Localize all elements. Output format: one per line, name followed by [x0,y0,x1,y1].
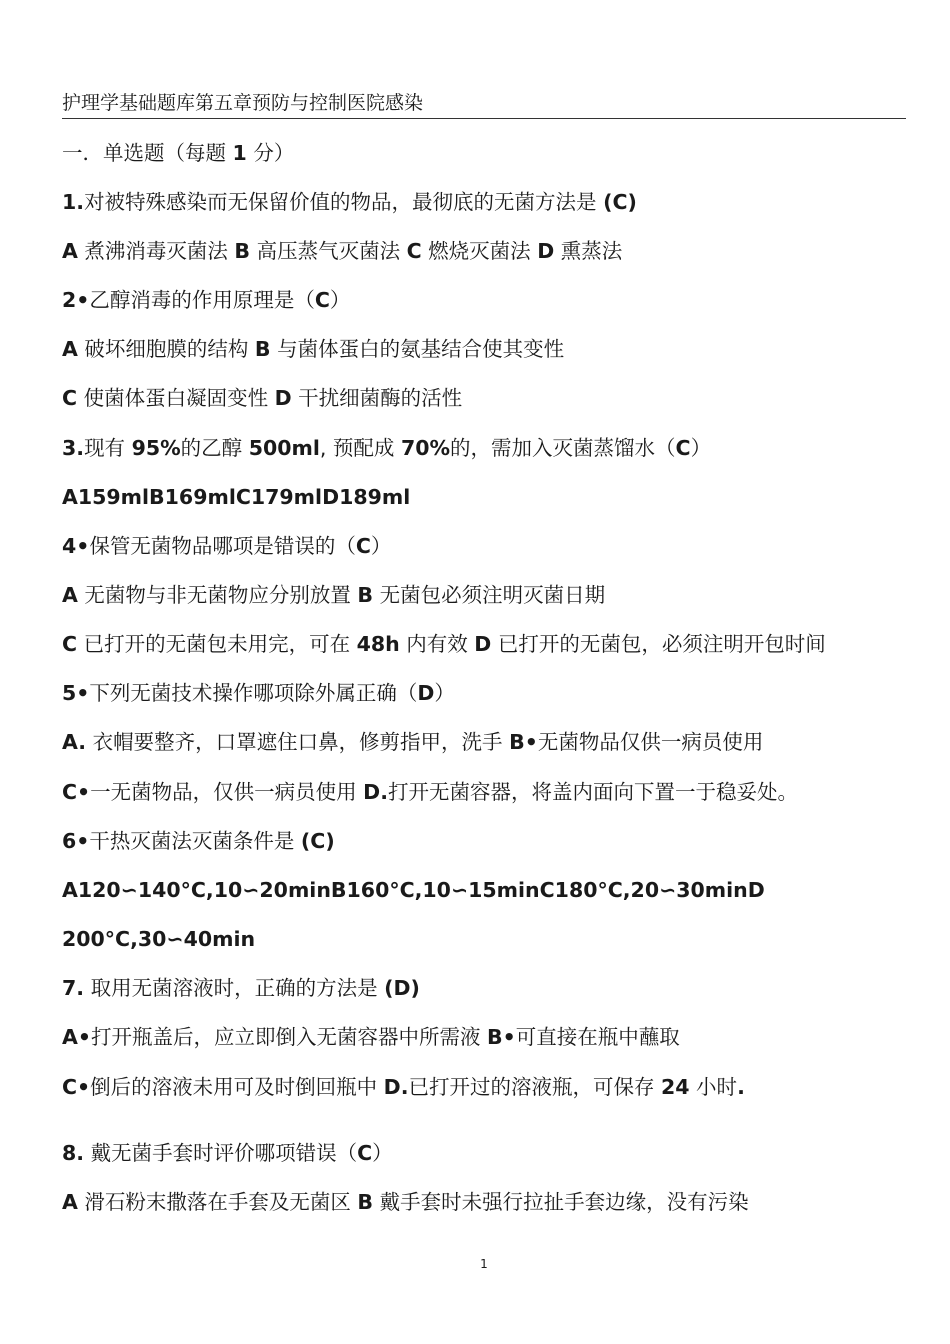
text-run: 已打开的无菌包，必须注明开包时间 [491,632,826,656]
text-run: (C) [603,190,637,214]
text-run: 打开无菌容器，将盖内面向下置一于稳妥处。 [387,780,798,804]
text-line [62,482,410,512]
text-run: B [357,583,374,607]
text-run: B [254,337,271,361]
text-run: ） [434,681,455,705]
text-run: ） [370,534,392,558]
text-run: B [357,1190,374,1214]
text-run: D. [363,780,388,804]
text-run: ） [690,436,712,460]
text-run: 7. [62,976,85,1000]
text-run: 内有效 [399,632,475,656]
text-run: A• [62,1025,91,1049]
text-run: 无菌物与非无菌物应分别放置 [77,583,358,607]
text-run: 3. [62,436,85,460]
text-run: 已打开的无菌包未用完，可在 [77,632,357,656]
text-run: 乙醇消毒的作用原理是（ [89,288,315,312]
text-run: 燃烧灭菌法 [421,239,538,263]
text-line [62,334,564,364]
text-line [62,236,622,266]
text-run: C [62,632,78,656]
text-line [62,1187,749,1217]
text-line [62,678,455,708]
text-run: 无菌物品仅供一病员使用 [537,730,764,754]
text-run: C [675,436,691,460]
text-run: 使菌体蛋白凝固变性 [77,386,275,410]
text-run: 打开瓶盖后，应立即倒入无菌容器中所需液 [90,1025,487,1049]
text-run: C [357,1141,373,1165]
text-run: 衣帽要整齐，口罩遮住口鼻，修剪指甲，洗手 [86,730,510,754]
text-line [62,727,763,757]
text-run: C• [62,780,91,804]
text-line [62,531,391,561]
text-run: 一无菌物品，仅供一病员使用 [90,780,364,804]
text-run: A. [62,730,87,754]
text-run: 48h [356,632,400,656]
text-run: C [355,534,371,558]
text-run: 干热灭菌法灭菌条件是 [89,829,301,853]
text-run: 下列无菌技术操作哪项除外属正确（ [89,681,418,705]
text-run: D. [383,1075,409,1099]
text-line [62,138,294,168]
text-line [62,777,798,807]
text-run: A159mlB169mlC179mlD189ml [62,485,411,509]
text-run: 24 [661,1075,690,1099]
text-run: 煮沸消毒灭菌法 [77,239,235,263]
text-line [62,1072,745,1102]
text-line [62,1138,393,1168]
text-run: 1 [232,141,247,165]
text-run: C• [62,1075,91,1099]
text-run: ） [372,1141,393,1165]
page-title: 护理学基础题库第五章预防与控制医院感染 [62,90,906,119]
text-run: 戴无菌手套时评价哪项错误（ [84,1141,358,1165]
text-run: 6• [62,829,90,853]
text-run: 2• [62,288,90,312]
text-run: B [234,239,251,263]
text-run: 5• [62,681,90,705]
text-run: 倒后的溶液未用可及时倒回瓶中 [90,1075,384,1099]
text-line [62,433,711,463]
text-line [62,285,350,315]
text-run: A120∽140°C,10∽20minB160°C,10∽15minC180°C,20∽30minD [62,878,765,902]
text-run: A [62,1190,78,1214]
text-run: 小时 [689,1075,738,1099]
text-line [62,973,420,1003]
text-run: C [314,288,330,312]
text-run: . [737,1075,745,1099]
text-line [62,924,255,954]
text-run: 8. [62,1141,85,1165]
text-run: 无菌包必须注明灭菌日期 [373,583,606,607]
text-run: (C) [300,829,335,853]
text-run: A [62,583,78,607]
text-run: , 预配成 [319,436,401,460]
text-run: 1. [62,190,85,214]
text-run: 95% [131,436,181,460]
text-run: 可直接在瓶中蘸取 [515,1025,680,1049]
text-run: 取用无菌溶液时，正确的方法是 [84,976,385,1000]
page-number: 1 [480,1257,488,1271]
text-run: 保管无菌物品哪项是错误的（ [89,534,356,558]
text-run: C [406,239,422,263]
text-run: 熏蒸法 [554,239,623,263]
text-run: 滑石粉末撒落在手套及无菌区 [77,1190,358,1214]
text-run: D [274,386,292,410]
text-run: A [62,337,78,361]
text-run: A [62,239,78,263]
text-run: D [537,239,555,263]
text-run: 对被特殊感染而无保留价值的物品，最彻底的无菌方法是 [84,190,604,214]
text-run: B• [509,730,538,754]
text-run: D [417,681,435,705]
text-run: 的乙醇 [180,436,249,460]
text-run: 高压蒸气灭菌法 [250,239,407,263]
text-run: 破坏细胞膜的结构 [77,337,255,361]
text-run: 一．单选题（每题 [62,141,233,165]
text-run: 的，需加入灭菌蒸馏水（ [450,436,676,460]
text-run: C [62,386,78,410]
text-run: 现有 [84,436,132,460]
text-run: 500ml [248,436,320,460]
text-line [62,1022,680,1052]
text-run: 70% [400,436,451,460]
text-run: B• [486,1025,516,1049]
text-line [62,875,765,905]
text-run: 与菌体蛋白的氨基结合使其变性 [270,337,565,361]
text-run: 分） [246,141,295,165]
text-run: (D) [384,976,420,1000]
text-line [62,629,826,659]
text-run: 干扰细菌酶的活性 [291,386,463,410]
text-line [62,826,335,856]
text-run: 200°C,30∽40min [62,927,256,951]
text-run: 戴手套时未强行拉扯手套边缘，没有污染 [373,1190,749,1214]
text-run: ） [329,288,351,312]
text-run: 已打开过的溶液瓶，可保存 [408,1075,661,1099]
text-run: D [474,632,492,656]
text-run: 4• [62,534,90,558]
text-line [62,187,637,217]
text-line [62,383,462,413]
text-line [62,580,605,610]
